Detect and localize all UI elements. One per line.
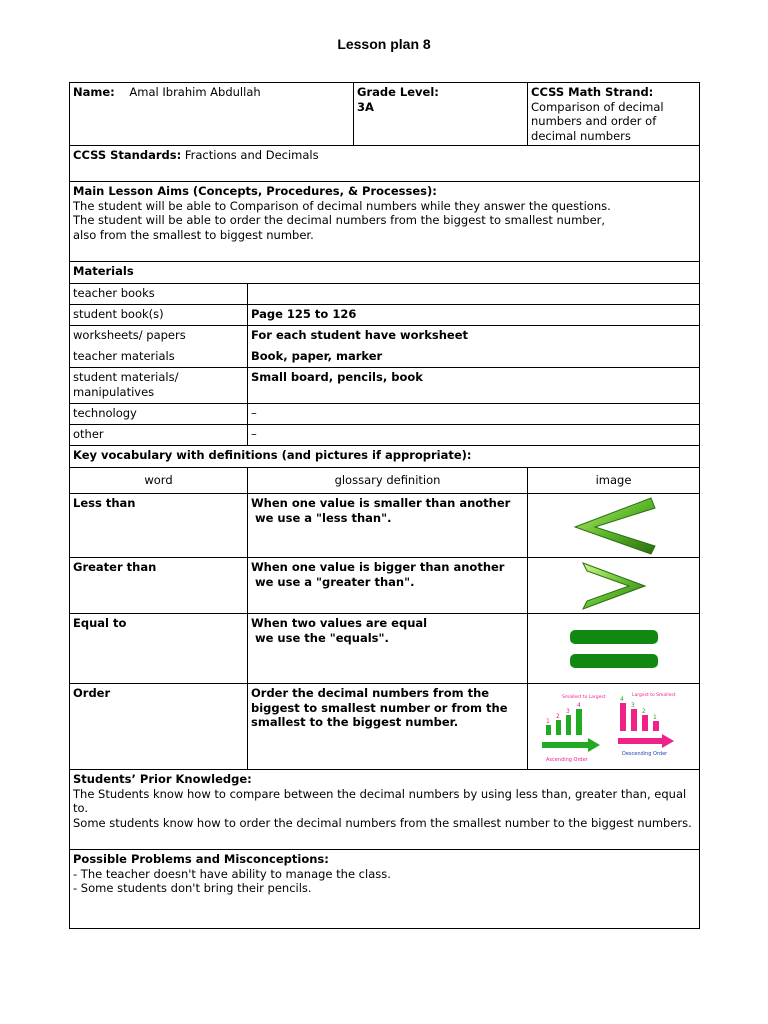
aims-line: also from the smallest to biggest number. (73, 227, 314, 242)
page-title: Lesson plan 8 (337, 36, 431, 52)
col-header-definition: glossary definition (248, 468, 528, 494)
materials-row (70, 425, 700, 446)
vocabulary-header-row (70, 468, 700, 494)
descending-digit: 3 (630, 701, 635, 709)
descending-arc-label: Largest to Smallest (631, 692, 676, 698)
vocabulary-label: Key vocabulary with definitions (and pictures if appropriate): (70, 446, 700, 468)
materials-row (70, 305, 700, 326)
standards-cell (70, 146, 700, 182)
aims-row (70, 182, 700, 262)
materials-row (70, 284, 700, 305)
problems-label: Possible Problems and Misconceptions: (73, 852, 329, 866)
ascending-digit: 4 (576, 701, 581, 709)
material-item: teacher materials (70, 347, 248, 368)
strand-label: CCSS Math Strand: (531, 85, 654, 99)
prior-knowledge-row (70, 770, 700, 850)
ascending-digit: 3 (565, 707, 570, 715)
material-item: technology (70, 404, 248, 425)
name-cell (70, 83, 354, 146)
name-label: Name: (73, 85, 115, 99)
materials-row (70, 347, 700, 368)
vocab-row (70, 614, 700, 684)
name-value: Amal Ibrahim Abdullah (129, 85, 261, 99)
problems-cell (70, 850, 700, 929)
lesson-plan-table (69, 82, 700, 929)
vocab-definition-line: When one value is bigger than another (251, 560, 505, 574)
material-value: Book, paper, marker (248, 347, 700, 368)
descending-bar-4 (653, 721, 659, 731)
vocab-definition-line: we use a "greater than". (251, 574, 415, 589)
material-value: For each student have worksheet (248, 326, 700, 347)
vocab-definition-line: Order the decimal numbers from the biggest to smallest number or from the smallest to the biggest number. (251, 686, 508, 729)
descending-arrow-icon (618, 734, 674, 748)
descending-bar-1 (620, 703, 626, 731)
prior-knowledge-label: Students’ Prior Knowledge: (73, 772, 252, 786)
strand-cell (528, 83, 700, 146)
vocab-image (528, 558, 700, 614)
vocab-row (70, 558, 700, 614)
vocab-word: Greater than (70, 558, 248, 614)
greater-than-sign-icon (579, 561, 649, 611)
material-value: Small board, pencils, book (248, 368, 700, 404)
problems-line: - The teacher doesn't have ability to manage the class. (73, 866, 391, 881)
problems-row (70, 850, 700, 929)
material-item: student book(s) (70, 305, 248, 326)
material-item: student materials/ manipulatives (70, 368, 248, 404)
vocab-word: Equal to (70, 614, 248, 684)
vocab-image (528, 494, 700, 558)
descending-bar-3 (642, 715, 648, 731)
vocab-word: Order (70, 684, 248, 770)
order-illustration (534, 689, 694, 765)
header-row (70, 83, 700, 146)
standards-value: Fractions and Decimals (184, 148, 319, 162)
vocab-definition (248, 558, 528, 614)
material-item: other (70, 425, 248, 446)
aims-line: The student will be able to Comparison of decimal numbers while they answer the questions. (73, 198, 611, 213)
materials-row (70, 404, 700, 425)
aims-line: The student will be able to order the decimal numbers from the biggest to smallest number, (73, 213, 606, 227)
prior-knowledge-cell (70, 770, 700, 850)
vocab-row (70, 494, 700, 558)
vocab-definition-line: When two values are equal (251, 616, 428, 630)
ascending-digit: 2 (555, 712, 560, 720)
vocabulary-heading-row (70, 446, 700, 468)
col-header-word: word (70, 468, 248, 494)
grade-value: 3A (357, 99, 374, 114)
vocab-image (528, 614, 700, 684)
strand-value: Comparison of decimal numbers and order of decimal numbers (531, 99, 664, 143)
standards-label: CCSS Standards: (73, 148, 182, 162)
vocab-image (528, 684, 700, 770)
col-header-image: image (528, 468, 700, 494)
equals-sign-icon (564, 624, 664, 674)
ascending-bar-2 (556, 720, 561, 735)
ascending-bar-4 (576, 709, 582, 735)
descending-digit: 4 (619, 695, 624, 703)
material-item: worksheets/ papers (70, 326, 248, 347)
materials-row (70, 368, 700, 404)
prior-knowledge-line: Some students know how to order the decimal numbers from the smallest number to the biggest numbers. (73, 815, 692, 830)
problems-line: - Some students don't bring their pencils. (73, 881, 312, 895)
vocab-definition (248, 684, 528, 770)
descending-caption: Descending Order (621, 750, 667, 757)
prior-knowledge-line: The Students know how to compare between the decimal numbers by using less than, greater than, equal to. (73, 786, 687, 815)
vocab-definition-line: When one value is smaller than another (251, 496, 511, 510)
vocab-definition-line: we use the "equals". (251, 630, 389, 645)
ascending-arrow-icon (542, 738, 600, 752)
descending-bar-2 (631, 709, 637, 731)
material-value (248, 284, 700, 305)
vocab-row (70, 684, 700, 770)
descending-digit: 1 (652, 713, 657, 721)
less-than-sign-icon (569, 496, 659, 556)
materials-label: Materials (70, 262, 700, 284)
vocab-definition (248, 494, 528, 558)
ascending-bar-3 (566, 715, 571, 735)
material-value: – (248, 404, 700, 425)
materials-row (70, 326, 700, 347)
vocab-definition (248, 614, 528, 684)
grade-label: Grade Level: (357, 85, 439, 99)
standards-row (70, 146, 700, 182)
ascending-arc-label: Smallest to Largest (561, 694, 606, 700)
ascending-caption: Ascending Order (545, 756, 588, 763)
ascending-bar-1 (546, 725, 551, 735)
vocab-word: Less than (70, 494, 248, 558)
materials-heading-row (70, 262, 700, 284)
material-item: teacher books (70, 284, 248, 305)
descending-digit: 2 (641, 707, 646, 715)
ascending-digit: 1 (545, 717, 550, 725)
material-value: Page 125 to 126 (248, 305, 700, 326)
material-value: – (248, 425, 700, 446)
vocab-definition-line: we use a "less than". (251, 510, 392, 525)
grade-cell (354, 83, 528, 146)
aims-label: Main Lesson Aims (Concepts, Procedures, & Processes): (73, 184, 437, 198)
aims-cell (70, 182, 700, 262)
